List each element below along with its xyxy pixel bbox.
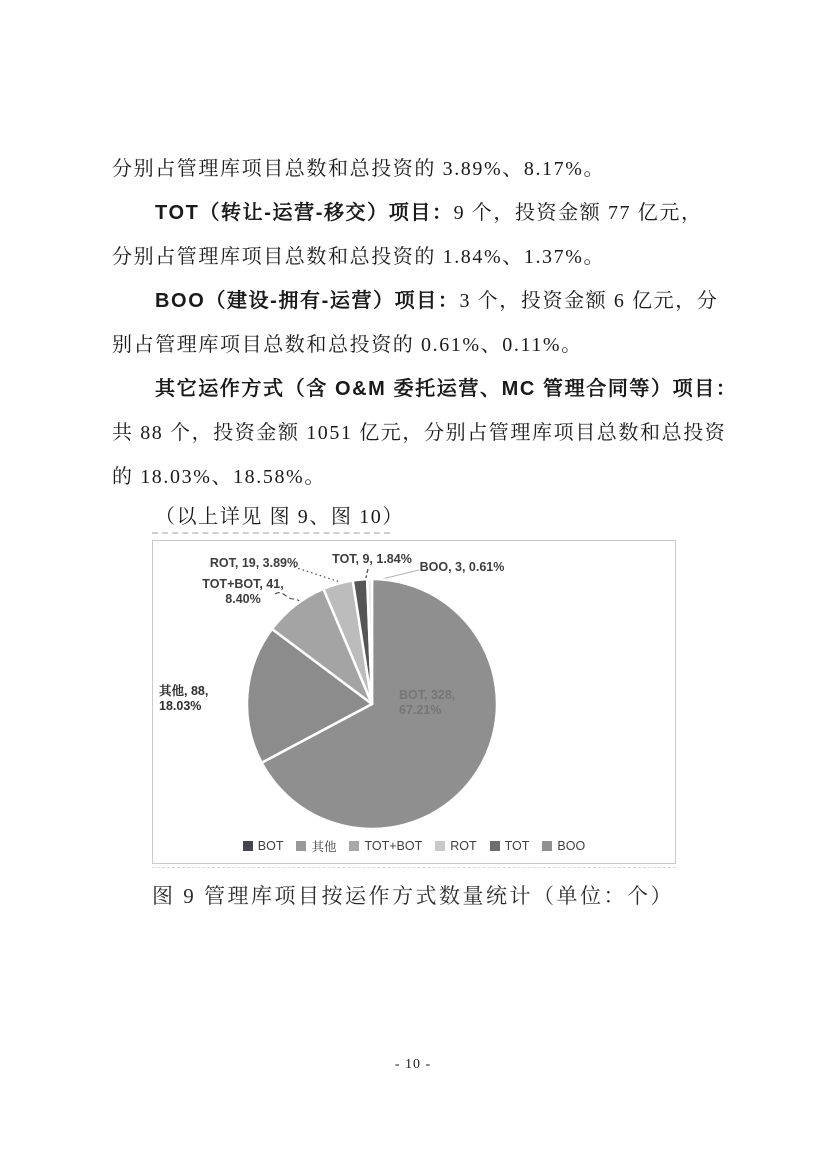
pie-label-totbot: TOT+BOT, 41, 8.40% — [202, 577, 284, 606]
text-run-bold: 其它运作方式（含 O&M 委托运营、MC 管理合同等）项目： — [155, 378, 738, 400]
legend-item-tot — [490, 839, 530, 853]
page-number: - 10 - — [394, 1057, 432, 1072]
legend-label: TOT — [504, 839, 530, 853]
legend-item-boo — [542, 839, 585, 853]
text-run: 分别占管理库项目总数和总投资的 3.89%、8.17%。 — [112, 158, 606, 180]
legend-label: 其他 — [311, 840, 337, 854]
legend-item-totbot — [349, 839, 422, 853]
legend-item-qita — [296, 837, 336, 855]
figure-caption: 图 9 管理库项目按运作方式数量统计（单位：个） — [152, 884, 674, 908]
text-run: 的 18.03%、18.58%。 — [112, 466, 326, 488]
body-line-7 — [112, 416, 726, 444]
body-line-8 — [112, 460, 326, 488]
pie-label-bot: BOT, 328, 67.21% — [399, 688, 456, 717]
legend-swatch-qita — [296, 841, 306, 851]
pie-label-qita: 其他, 88, 18.03% — [159, 684, 209, 713]
legend-label: BOO — [557, 839, 586, 853]
pie-label-boo: BOO, 3, 0.61% — [419, 560, 505, 574]
pie-label-rot: ROT, 19, 3.89% — [209, 556, 299, 570]
legend-label: TOT+BOT — [364, 839, 423, 853]
text-run: 分别占管理库项目总数和总投资的 1.84%、1.37%。 — [112, 246, 606, 268]
text-run: 共 88 个，投资金额 1051 亿元，分别占管理库项目总数和总投资 — [112, 422, 727, 444]
legend-swatch-tot — [490, 841, 500, 851]
text-run-bold: TOT（转让-运营-移交）项目： — [155, 202, 454, 224]
body-line-6 — [155, 372, 737, 400]
body-line-2 — [155, 196, 703, 224]
pie-chart — [152, 540, 676, 864]
legend-swatch-bot — [243, 841, 253, 851]
text-run: 3 个，投资金额 6 亿元，分 — [459, 290, 719, 312]
legend-label: BOT — [257, 839, 284, 853]
body-line-3 — [112, 240, 605, 268]
text-run: （以上详见 图 9、图 10） — [155, 506, 404, 528]
chart-legend — [153, 837, 675, 855]
text-run-bold: BOO（建设-拥有-运营）项目： — [155, 290, 460, 312]
leader-line-rot — [294, 567, 346, 584]
legend-label: ROT — [450, 839, 477, 853]
text-run: 别占管理库项目总数和总投资的 0.61%、0.11%。 — [112, 334, 583, 356]
body-line-5 — [112, 328, 583, 356]
legend-item-rot — [435, 839, 476, 853]
body-line-4 — [155, 284, 718, 312]
legend-swatch-rot — [435, 841, 445, 851]
scan-artifact-dashes-bottom — [152, 867, 676, 868]
legend-item-bot — [243, 839, 284, 853]
body-line-9 — [155, 500, 404, 528]
pie-label-tot: TOT, 9, 1.84% — [332, 552, 412, 566]
body-line-1 — [112, 152, 605, 180]
scan-artifact-dashes-top — [152, 532, 390, 534]
text-run: 9 个，投资金额 77 亿元， — [453, 202, 703, 224]
legend-swatch-boo — [542, 841, 552, 851]
legend-swatch-totbot — [349, 841, 359, 851]
